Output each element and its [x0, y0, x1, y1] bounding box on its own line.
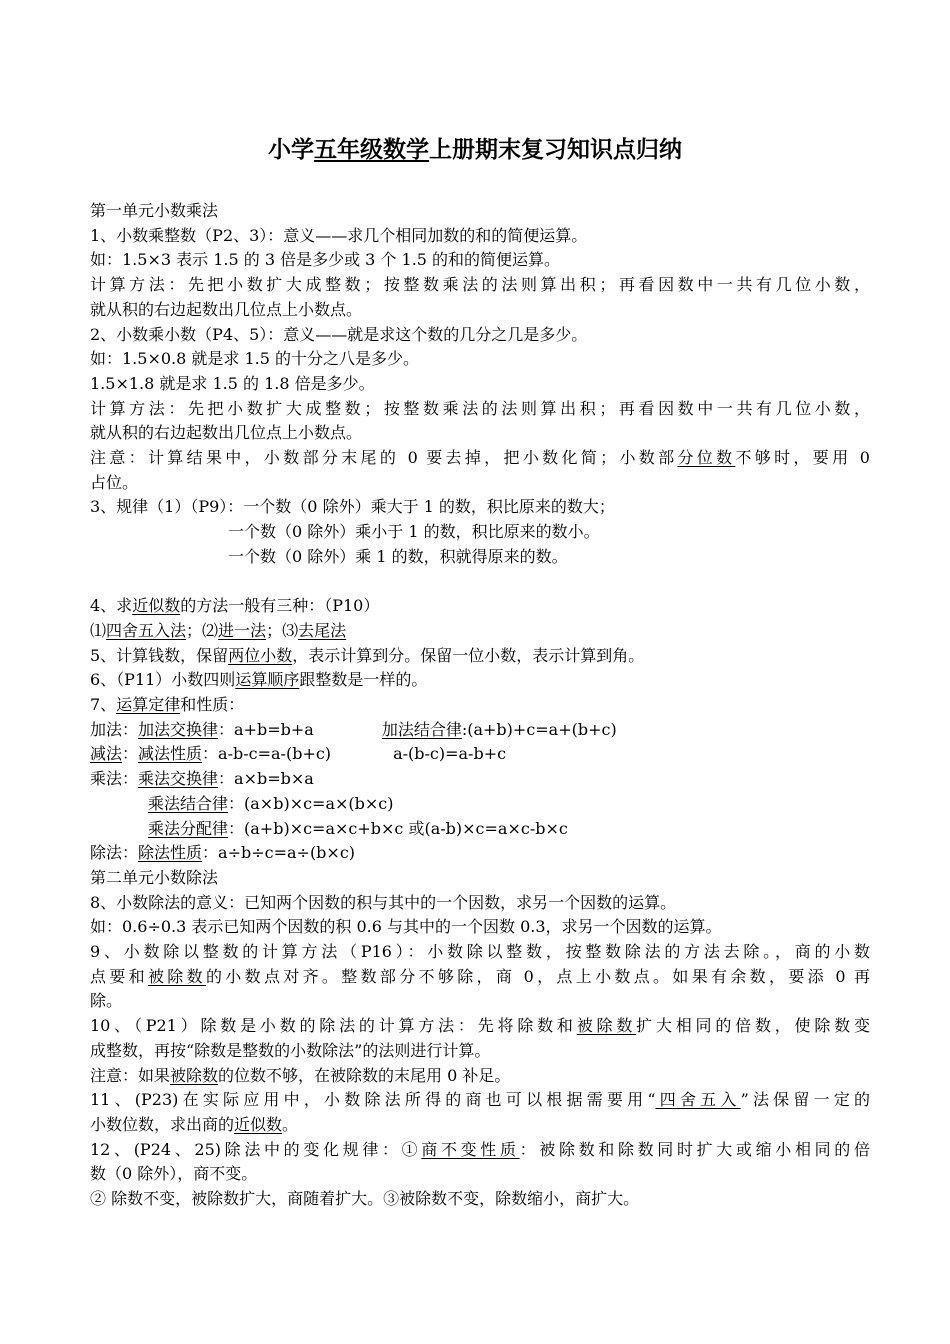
- text-line: 占位。: [90, 472, 139, 492]
- underlined-term: 进一法: [218, 620, 267, 640]
- text-line: [90, 965, 870, 990]
- text-segment: 乘法：: [90, 769, 139, 789]
- text-segment: a-(b-c)=a-b+c: [393, 744, 507, 764]
- text-line: 就从积的右边起数出几位点上小数点。: [90, 299, 363, 319]
- text-segment: 注意：如果: [90, 1065, 171, 1085]
- text-segment: ”法保留一定的: [740, 1090, 870, 1110]
- text-line: [90, 1014, 870, 1039]
- text-segment: ；⑶: [266, 620, 299, 640]
- text-line: [90, 644, 870, 669]
- text-line: 如：0.6÷0.3 表示已知两个因数的积 0.6 与其中的一个因数 0.3，求另一个因数的运算。: [90, 917, 722, 937]
- underlined-term: 运算定律: [116, 695, 181, 714]
- text-line: [90, 742, 870, 767]
- underlined-term: 减法性质: [138, 744, 203, 764]
- text-segment: :(a+b)+c=a+(b+c): [461, 719, 617, 739]
- text-segment: 注意：计算结果中，小数部分末尾的 0 要去掉，把小数化简；小数部: [90, 448, 678, 467]
- text-line: [90, 1064, 870, 1089]
- text-line: 一个数（0 除外）乘小于 1 的数，积比原来的数小。: [228, 522, 600, 542]
- text-line: 8、小数除法的意义：已知两个因数的积与其中的一个因数，求另一个因数的运算。: [90, 892, 677, 912]
- text-line: [90, 446, 870, 471]
- text-segment: ：a-b-c=a-(b+c): [202, 744, 332, 764]
- text-line: [90, 619, 870, 644]
- section-heading-unit2: 第二单元小数除法: [90, 867, 219, 887]
- text-line: 9、小数除以整数的计算方法（P16）：小数除以整数，按整数除法的方法去除。，商的小数: [90, 942, 870, 962]
- text-segment: 的方法一般有三种：（P10）: [180, 596, 380, 616]
- section-heading-unit1: 第一单元小数乘法: [90, 201, 219, 220]
- text-segment: 的位数不够，在被除数的末尾用 0 补足。: [218, 1065, 511, 1085]
- text-segment: 小数位数，求出商的: [90, 1114, 235, 1134]
- underlined-term: 被除数: [576, 1016, 637, 1036]
- text-line: [90, 817, 870, 842]
- underlined-term: 近似数: [132, 596, 181, 616]
- underlined-term: 四舍五入法: [106, 620, 187, 640]
- underlined-term: 运算顺序: [235, 670, 300, 690]
- text-segment: ：: [122, 744, 139, 764]
- underlined-term: 加法交换律: [138, 719, 219, 739]
- text-segment: 的小数点对齐。整数部分不够除，商 0，点上小数点。如果有余数，要添 0 再: [205, 966, 870, 986]
- text-line: [90, 792, 870, 817]
- text-line: [90, 1113, 870, 1138]
- text-line: 3、规律（1）（P9）：一个数（0 除外）乘大于 1 的数，积比原来的数大；: [90, 497, 615, 517]
- page-title: [0, 132, 950, 168]
- text-segment: 除法：: [90, 843, 139, 863]
- text-segment: 扩大相同的倍数，使除数变: [636, 1016, 870, 1036]
- text-segment: ；⑵: [186, 620, 219, 640]
- text-line: 如：1.5×0.8 就是求 1.5 的十分之八是多少。: [90, 349, 420, 369]
- text-segment: ，表示计算到分。保留一位小数，表示计算到角。: [292, 645, 645, 665]
- text-line: [90, 1138, 870, 1163]
- text-segment: 5、计算钱数，保留: [90, 645, 229, 665]
- underlined-term: 乘法结合律: [148, 793, 229, 813]
- text-line: 1、小数乘整数（P2、3）：意义——求几个相同加数的和的简便运算。: [90, 225, 588, 245]
- underlined-term: 去尾法: [298, 620, 347, 640]
- text-line: 2、小数乘小数（P4、5）：意义——就是求这个数的几分之几是多少。: [90, 324, 588, 344]
- text-segment: 点要和: [90, 966, 148, 986]
- text-line: [90, 594, 870, 619]
- text-segment: ：被除数和除数同时扩大或缩小相同的倍: [519, 1139, 870, 1159]
- text-line: [90, 718, 870, 743]
- text-segment: 。: [282, 1114, 299, 1134]
- text-line: 一个数（0 除外）乘 1 的数，积就得原来的数。: [228, 546, 568, 566]
- text-segment: ：a÷b÷c=a÷(b×c): [202, 843, 356, 863]
- text-segment: 不够时，要用 0: [735, 448, 870, 467]
- text-line: ② 除数不变，被除数扩大，商随着扩大。③被除数不变，除数缩小，商扩大。: [90, 1188, 640, 1208]
- text-segment: ⑴: [90, 620, 107, 640]
- text-line: [90, 693, 870, 718]
- text-segment: ：(a×b)×c=a×(b×c): [228, 793, 394, 813]
- underlined-term: 减法: [90, 744, 123, 764]
- text-line: 计算方法：先把小数扩大成整数；按整数乘法的法则算出积；再看因数中一共有几位小数，: [90, 275, 870, 295]
- title-prefix: 小学: [268, 137, 314, 163]
- underlined-term: 四舍五入: [655, 1090, 741, 1110]
- text-segment: ：a×b=b×a: [218, 769, 314, 789]
- text-line: [90, 841, 870, 866]
- text-line: [90, 668, 870, 693]
- text-segment: 4、求: [90, 596, 133, 616]
- text-line: 计算方法：先把小数扩大成整数；按整数乘法的法则算出积；再看因数中一共有几位小数，: [90, 398, 870, 418]
- text-segment: 和性质：: [180, 695, 245, 714]
- underlined-term: 除法性质: [138, 843, 203, 863]
- text-line: 成整数，再按“除数是整数的小数除法”的法则进行计算。: [90, 1040, 491, 1060]
- blank-line: [90, 570, 870, 595]
- text-segment: ：a+b=b+a: [218, 719, 314, 739]
- text-segment: 加法：: [90, 719, 139, 739]
- underlined-term: 乘法交换律: [138, 769, 219, 789]
- text-line: 数（0 除外），商不变。: [90, 1164, 258, 1184]
- document-body: [90, 199, 870, 1212]
- underlined-term: 商不变性质: [421, 1139, 520, 1159]
- text-segment: 11、(P23)在实际应用中，小数除法所得的商也可以根据需要用“: [90, 1090, 656, 1110]
- text-segment: 10、（P21）除数是小数的除法的计算方法：先将除数和: [90, 1016, 577, 1036]
- title-suffix: 上册期末复习知识点归纳: [429, 137, 682, 163]
- underlined-term: 近似数: [234, 1114, 283, 1134]
- text-line: [90, 767, 870, 792]
- text-segment: 跟整数是一样的。: [299, 670, 428, 690]
- underlined-term: 被除数: [170, 1065, 219, 1085]
- title-underlined: 五年级数学: [314, 137, 429, 163]
- underlined-term: 加法结合律: [381, 719, 462, 739]
- text-segment: 12、(P24、25)除法中的变化规律：①: [90, 1139, 422, 1159]
- underlined-term: 乘法分配律: [148, 818, 229, 838]
- text-line: 如：1.5×3 表示 1.5 的 3 倍是多少或 3 个 1.5 的和的简便运算。: [90, 250, 561, 270]
- underlined-term: 分位数: [677, 448, 736, 467]
- underlined-term: 被除数: [147, 966, 206, 986]
- text-line: 除。: [90, 991, 123, 1011]
- text-segment: ：(a+b)×c=a×c+b×c 或(a-b)×c=a×c-b×c: [228, 818, 568, 838]
- text-segment: 6、（P11）小数四则: [90, 670, 236, 690]
- underlined-term: 两位小数: [228, 645, 293, 665]
- text-segment: 7、: [90, 695, 117, 714]
- text-line: [90, 1088, 870, 1113]
- text-line: 就从积的右边起数出几位点上小数点。: [90, 423, 363, 443]
- text-line: 1.5×1.8 就是求 1.5 的 1.8 倍是多少。: [90, 373, 375, 393]
